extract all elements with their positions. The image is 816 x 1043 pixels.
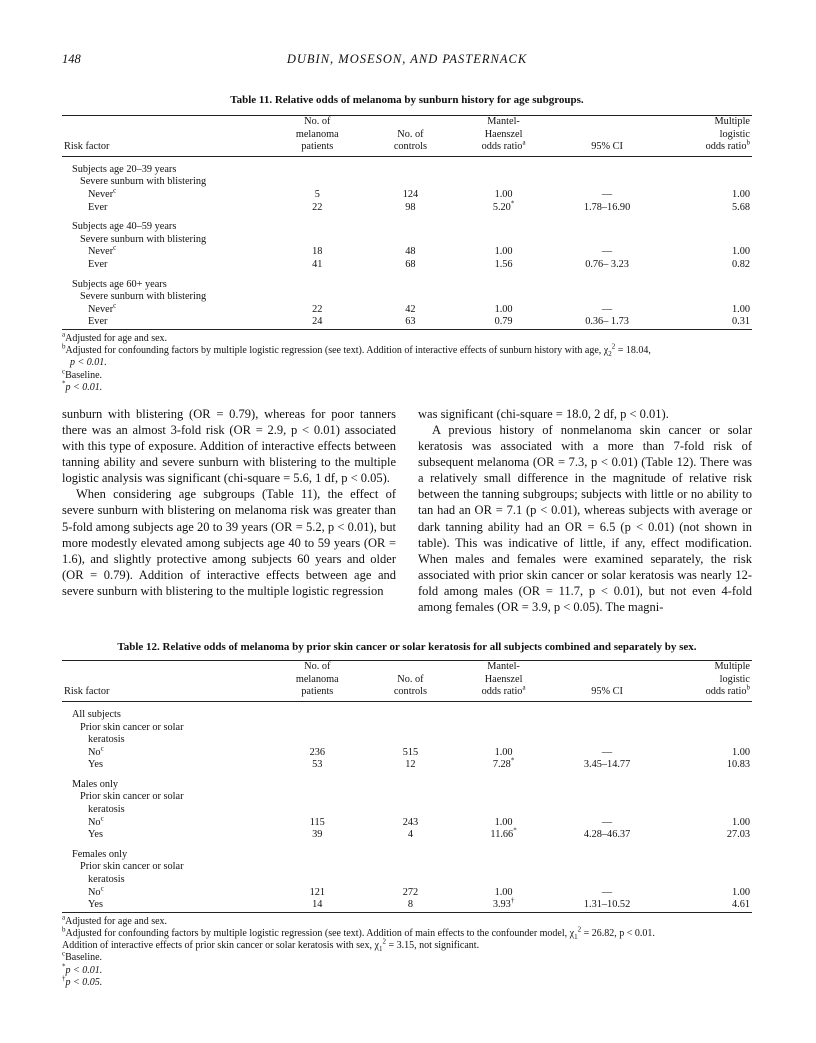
- col-ml-odds: Multiple logistic odds ratio$^b$: [662, 661, 752, 702]
- table-row: Never$^c$ 5 124 1.00 — 1.00: [88, 186, 750, 200]
- table-row: Ever 24 63 0.79 0.36– 1.73 0.31: [62, 316, 752, 329]
- table12-footnotes: $^a$Adjusted for age and sex. $^b$Adjusted for confounding factors by multiple logistic regression (see text). Addition of main effects to the confounder model, $\chi_1^2 = 26.82$, p < 0.01. Addition of interactive effects of prior skin cancer or solar keratosis with sex, $\chi_1^2 = 3.15$, not significant. $^c$Baseline. *p < 0.01. †p < 0.05.: [62, 913, 655, 988]
- table-row: Females only: [72, 848, 128, 860]
- running-authors: DUBIN, MOSESON, AND PASTERNACK: [286, 52, 528, 66]
- table-row: Ever 41 68 1.56 0.76– 3.23 0.82: [88, 258, 750, 270]
- table-row: Ever 22 98 5.20* 1.78–16.90 5.68: [88, 199, 750, 213]
- table-row: Never$^c$ 18 48 1.00 — 1.00: [88, 243, 750, 258]
- table-row: No$^c$ 121 272 1.00 — 1.00: [88, 884, 750, 898]
- table-row: Yes 53 12 7.28* 3.45–14.77 10.83: [88, 756, 750, 771]
- page-number: 148: [62, 52, 81, 66]
- table11: [62, 115, 752, 330]
- col-risk-factor: Risk factor: [62, 116, 269, 157]
- body-left-column: [62, 406, 396, 615]
- paragraph: When considering age subgroups (Table 11), the effect of severe sunburn with blistering on melanoma risk was greater than 5-fold among subjects age 20 to 39 years (OR = 5.2, p < 0.01), but more modestly elevated among subjects age 40 to 59 years (OR = 1.6), and slightly protective among subjects 60 years and older (OR = 0.79). Addition of interactive effects between age and severe sunburn with blistering to the multiple logistic regression: [62, 487, 396, 598]
- col-patients: No. of melanoma patients: [269, 116, 366, 157]
- table12-header-row: [62, 661, 752, 702]
- table-row: Severe sunburn with blistering: [80, 291, 207, 303]
- table-row: Prior skin cancer or solar: [80, 791, 184, 803]
- col-ci: 95% CI: [552, 116, 662, 157]
- table-row: Severe sunburn with blistering: [80, 176, 207, 188]
- table-row: Prior skin cancer or solar: [80, 721, 184, 733]
- paragraph: A previous history of nonmelanoma skin cancer or solar keratosis was associated with a more than 7-fold risk of subsequent melanoma (OR = 7.3, p < 0.01) (Table 12). There was a relatively small difference in the magnitude of relative risk between the tanning subgroups; subjects with little or no ability to tan had an OR = 7.1 (p < 0.01), whereas subjects with average or dark tanning ability had an OR = 6.5 (p < 0.01) (not shown in table). This was indicative of little, if any, effect modification. When males and females were examined separately, the risk associated with prior skin cancer or solar keratosis was nearly 12-fold among males (OR = 11.7, p < 0.01), but not even 4-fold among females (OR = 3.9, p < 0.05). The magni-: [418, 423, 752, 615]
- table-row: Subjects age 60+ years: [72, 278, 167, 290]
- table-row: Males only: [72, 778, 119, 790]
- table-row: Subjects age 40–59 years: [72, 221, 177, 233]
- body-right-column: [418, 406, 752, 615]
- table-row: All subjects: [72, 708, 121, 720]
- col-mh-odds: Mantel- Haenszel odds ratio$^a$: [455, 116, 552, 157]
- table12: [62, 660, 752, 913]
- col-ci: 95% CI: [552, 661, 662, 702]
- table-row: keratosis: [88, 804, 125, 816]
- col-mh-odds: Mantel- Haenszel odds ratio$^a$: [455, 661, 552, 702]
- table-row: keratosis: [88, 734, 125, 746]
- table-row: No$^c$ 236 515 1.00 — 1.00: [88, 744, 750, 758]
- table-row: Yes 39 4 11.66* 4.28–46.37 27.03: [88, 826, 750, 841]
- table11-caption: Table 11. Relative odds of melanoma by sunburn history for age subgroups.: [230, 94, 584, 106]
- col-controls: No. of controls: [366, 116, 456, 157]
- table11-header-row: [62, 116, 752, 157]
- table11-footnotes: $^a$Adjusted for age and sex. $^b$Adjusted for confounding factors by multiple logistic regression (see text). Addition of interactive effects of sunburn history with age, $\chi_2^2 = 18.04$, p < 0.01. $^c$Baseline. *p < 0.01.: [62, 330, 651, 393]
- table-row: Yes 14 8 3.93† 1.31–10.52 4.61: [62, 899, 752, 912]
- table-row: keratosis: [88, 874, 125, 886]
- table-row: Subjects age 20–39 years: [72, 163, 177, 175]
- table-row: Prior skin cancer or solar: [80, 861, 184, 873]
- running-header: [62, 52, 752, 74]
- paragraph: was significant (chi-square = 18.0, 2 df, p < 0.01).: [418, 406, 669, 421]
- col-patients: No. of melanoma patients: [269, 661, 366, 702]
- col-controls: No. of controls: [366, 661, 456, 702]
- table12-caption: Table 12. Relative odds of melanoma by prior skin cancer or solar keratosis for all subjects combined and separately by sex.: [117, 641, 697, 654]
- paragraph: sunburn with blistering (OR = 0.79), whereas for poor tanners there was an almost 3-fold risk (OR = 2.9, p < 0.01) associated with this type of exposure. Addition of interactive effects between tanning ability and severe sunburn with blistering to the multiple logistic analysis was significant (chi-square = 5.6, 1 df, p < 0.05).: [62, 406, 396, 486]
- table-row: Never$^c$ 22 42 1.00 — 1.00: [88, 301, 750, 315]
- table-row: No$^c$ 115 243 1.00 — 1.00: [88, 814, 750, 828]
- col-ml-odds: Multiple logistic odds ratio$^b$: [662, 116, 752, 157]
- body-text: [62, 406, 752, 615]
- col-risk-factor: Risk factor: [62, 661, 269, 702]
- table-row: Severe sunburn with blistering: [80, 233, 207, 245]
- page: [62, 52, 752, 989]
